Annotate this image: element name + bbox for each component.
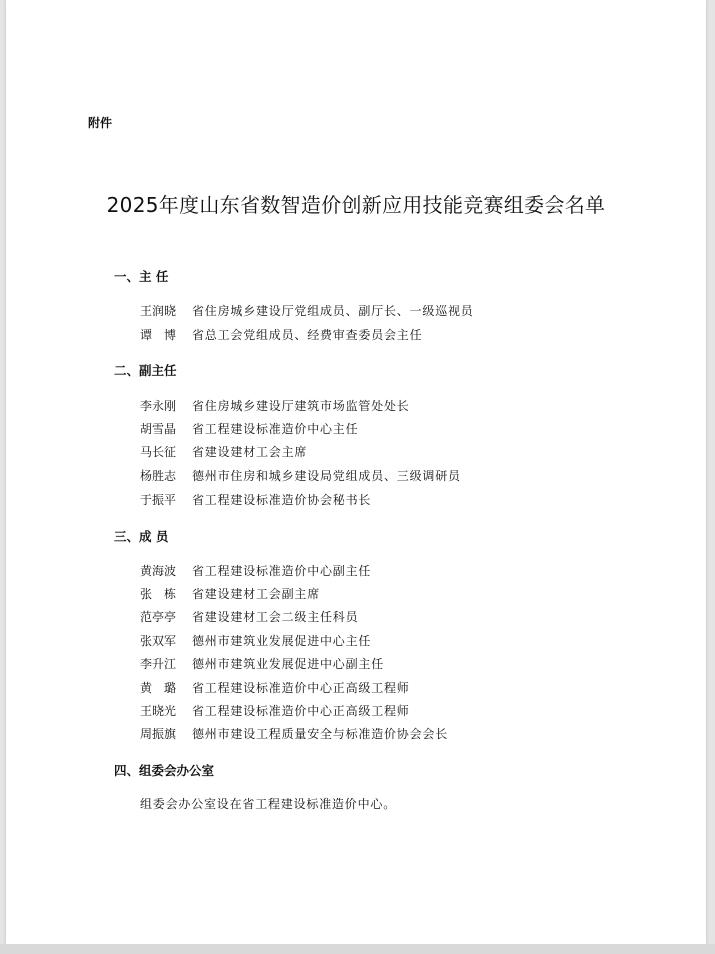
member-title: 省工程建设标准造价中心副主任 (192, 564, 372, 578)
member-name: 谭 博 (140, 328, 177, 342)
section-heading-deputy: 二、副主任 (114, 363, 177, 378)
list-item (140, 420, 358, 437)
member-name: 王润晓 (140, 304, 177, 318)
list-item (140, 632, 371, 649)
member-name: 于振平 (140, 493, 177, 507)
member-name: 李永刚 (140, 399, 177, 413)
viewer-bottom-bar (0, 944, 715, 954)
member-name: 黄 璐 (140, 681, 177, 695)
member-title: 省住房城乡建设厅党组成员、副厅长、一级巡视员 (192, 304, 474, 318)
member-title: 德州市建设工程质量安全与标准造价协会会长 (192, 727, 449, 741)
member-name: 王晓光 (140, 704, 177, 718)
list-item (140, 562, 371, 579)
member-title: 省工程建设标准造价中心主任 (192, 422, 359, 436)
list-item (140, 326, 422, 343)
member-title: 省建设建材工会主席 (192, 445, 308, 459)
member-name: 杨胜志 (140, 469, 177, 483)
member-name: 张 栋 (140, 587, 177, 601)
member-name: 张双军 (140, 634, 177, 648)
list-item (140, 702, 410, 719)
member-title: 省工程建设标准造价协会秘书长 (192, 493, 372, 507)
member-name: 周振旗 (140, 727, 177, 741)
list-item (140, 491, 371, 508)
section-heading-members: 三、成 员 (114, 529, 169, 544)
list-item (140, 725, 448, 742)
office-note: 组委会办公室设在省工程建设标准造价中心。 (140, 797, 397, 811)
document-page (6, 0, 706, 944)
list-item (140, 585, 320, 602)
section-heading-director: 一、主 任 (114, 269, 169, 284)
list-item (140, 679, 410, 696)
list-item (140, 302, 474, 319)
list-item (140, 397, 410, 414)
member-name: 李升江 (140, 657, 177, 671)
member-title: 省总工会党组成员、经费审查委员会主任 (192, 328, 423, 342)
list-item (140, 608, 358, 625)
attachment-label: 附件 (88, 116, 113, 130)
list-item (140, 443, 307, 460)
member-title: 德州市建筑业发展促进中心副主任 (192, 657, 385, 671)
member-title: 德州市建筑业发展促进中心主任 (192, 634, 372, 648)
member-title: 德州市住房和城乡建设局党组成员、三级调研员 (192, 469, 461, 483)
list-item (140, 467, 461, 484)
member-title: 省工程建设标准造价中心正高级工程师 (192, 704, 410, 718)
member-title: 省住房城乡建设厅建筑市场监管处处长 (192, 399, 410, 413)
member-name: 黄海波 (140, 564, 177, 578)
document-title: 2025年度山东省数智造价创新应用技能竞赛组委会名单 (106, 193, 606, 217)
member-name: 范亭亭 (140, 610, 177, 624)
section-heading-office: 四、组委会办公室 (114, 763, 215, 778)
member-title: 省建设建材工会二级主任科员 (192, 610, 359, 624)
list-item (140, 655, 384, 672)
member-title: 省建设建材工会副主席 (192, 587, 321, 601)
member-name: 马长征 (140, 445, 177, 459)
member-name: 胡雪晶 (140, 422, 177, 436)
member-title: 省工程建设标准造价中心正高级工程师 (192, 681, 410, 695)
